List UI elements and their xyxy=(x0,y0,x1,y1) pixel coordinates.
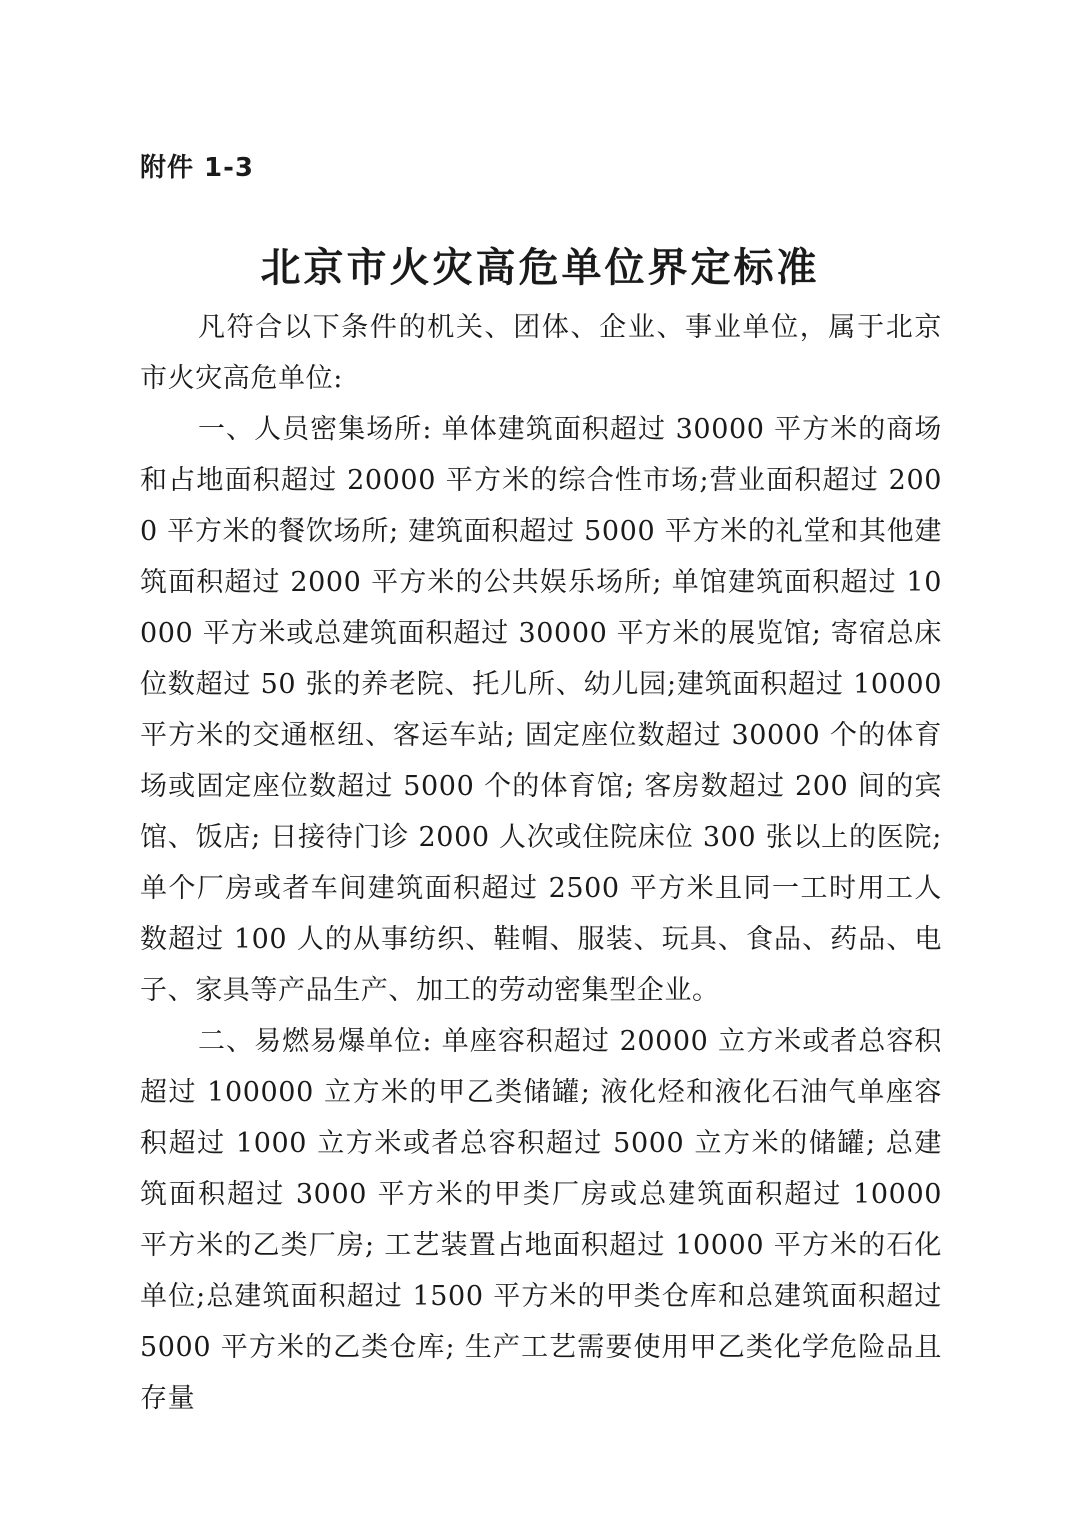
flammable-explosive-paragraph: 二、易燃易爆单位: 单座容积超过 20000 立方米或者总容积超过 100000 立方米的甲乙类储罐; 液化烃和液化石油气单座容积超过 1000 立方米或者总容积超过 5000 立方米的储罐; 总建筑面积超过 3000 平方米的甲类厂房或总建筑面积超过 10000 平方米的乙类厂房; 工艺装置占地面积超过 10000 平方米的石化单位;总建筑面积超过 1500 平方米的甲类仓库和总建筑面积超过 5000 平方米的乙类仓库; 生产工艺需要使用甲乙类化学危险品且存量 xyxy=(140,1026,942,1414)
crowded-places-paragraph: 一、人员密集场所: 单体建筑面积超过 30000 平方米的商场和占地面积超过 20000 平方米的综合性市场;营业面积超过 2000 平方米的餐饮场所; 建筑面积超过 5000 平方米的礼堂和其他建筑面积超过 2000 平方米的公共娱乐场所; 单馆建筑面积超过 10000 平方米或总建筑面积超过 30000 平方米的展览馆; 寄宿总床位数超过 50 张的养老院、托儿所、幼儿园;建筑面积超过 10000 平方米的交通枢纽、客运车站; 固定座位数超过 30000 个的体育场或固定座位数超过 5000 个的体育馆; 客房数超过 200 间的宾馆、饭店; 日接待门诊 2000 人次或住院床位 300 张以上的医院;单个厂房或者车间建筑面积超过 2500 平方米且同一工时用工人数超过 100 人的从事纺织、鞋帽、服装、玩具、食品、药品、电子、家具等产品生产、加工的劳动密集型企业。 xyxy=(140,414,942,1006)
attachment-label: 附件 1-3 xyxy=(140,153,255,183)
intro-paragraph: 凡符合以下条件的机关、团体、企业、事业单位，属于北京市火灾高危单位: xyxy=(140,312,942,394)
document-title: 北京市火灾高危单位界定标准 xyxy=(260,245,820,291)
document-body xyxy=(140,302,942,1424)
